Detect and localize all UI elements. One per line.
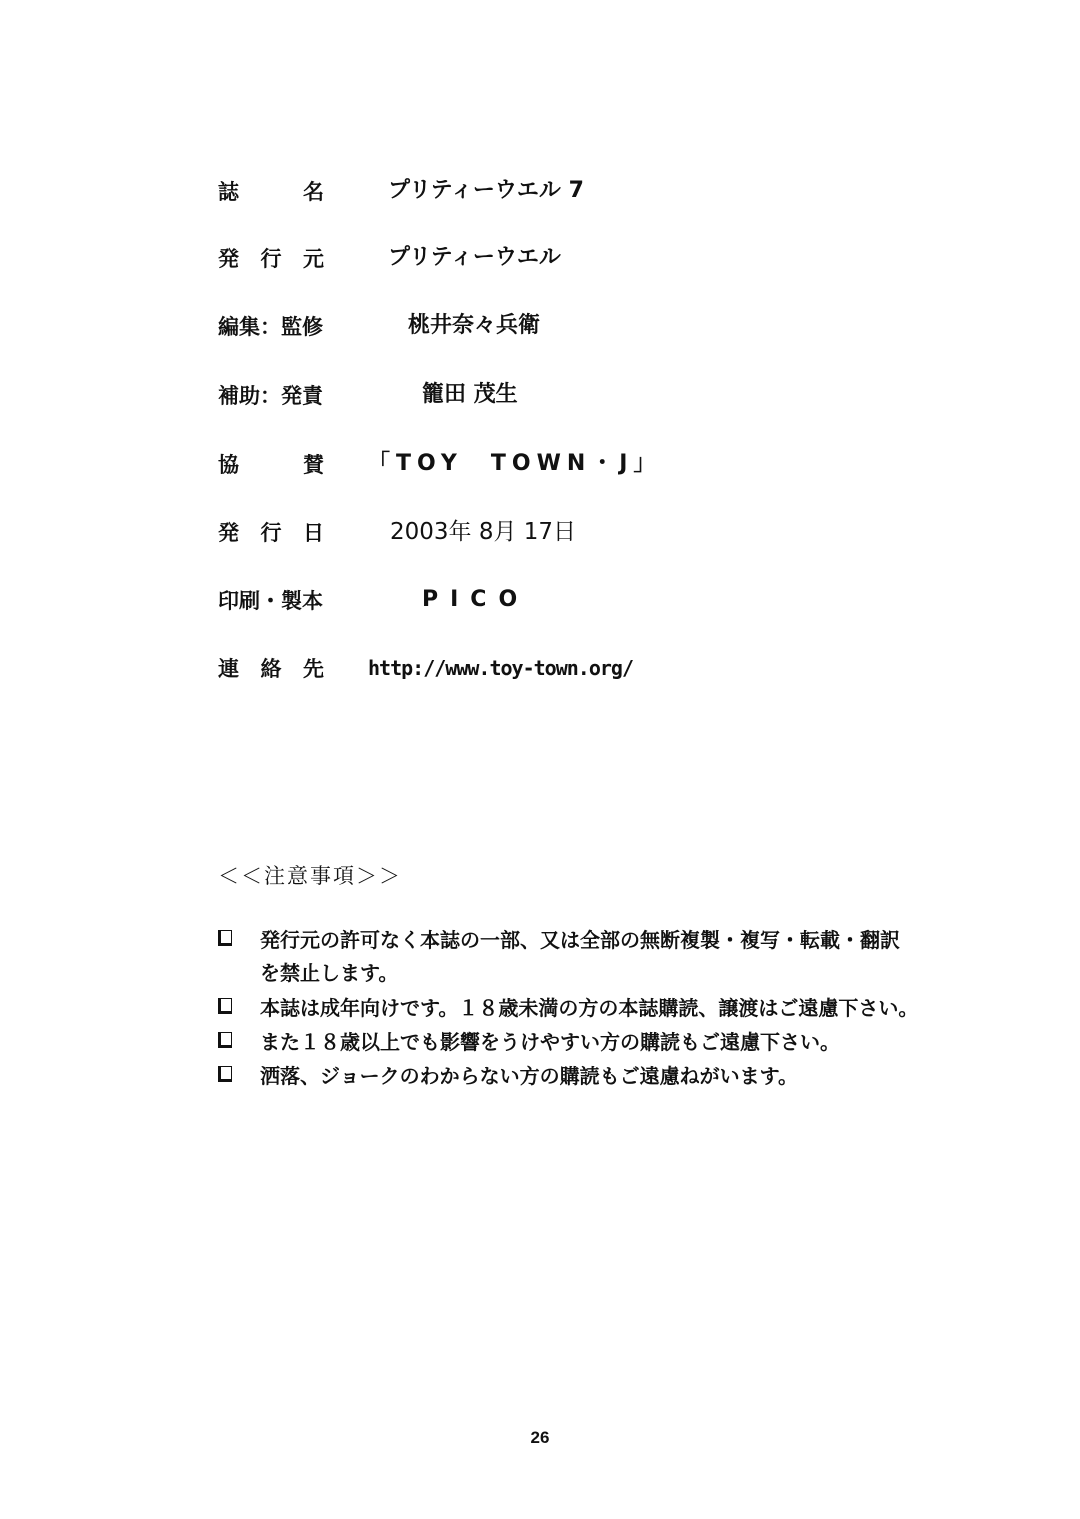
label-char: 賛 <box>303 453 324 477</box>
label-char: 協 <box>218 453 239 477</box>
label-char: 日 <box>303 521 324 545</box>
colophon-row-contact <box>218 648 998 688</box>
label-char: 連 <box>218 657 239 681</box>
checkbox-icon <box>218 998 232 1014</box>
label-char: 元 <box>303 247 324 271</box>
label-char: 行 <box>260 247 282 271</box>
note-text: 発行元の許可なく本誌の一部、又は全部の無断複製・複写・転載・翻訳 を禁止します。 <box>260 928 900 985</box>
value-assistant: 籠田 茂生 <box>422 382 518 407</box>
checkbox-icon <box>218 1066 232 1082</box>
value-editor: 桃井奈々兵衛 <box>408 313 541 338</box>
value-title: プリティーウエル 7 <box>388 178 584 203</box>
colophon-row-title <box>218 171 998 211</box>
note-text: 本誌は成年向けです。１８歳未満の方の本誌購読、譲渡はご遠慮下さい。 <box>260 996 919 1020</box>
value-date: 2003年 8月 17日 <box>390 519 577 545</box>
label-char: 行 <box>260 521 282 545</box>
checkbox-icon <box>218 930 232 946</box>
value-sponsor: 「TOY TOWN・J」 <box>368 451 662 476</box>
label-char: 発 <box>218 521 239 545</box>
label-printer <box>218 580 324 620</box>
label-editor <box>218 306 324 346</box>
colophon-row-date <box>218 512 998 552</box>
label-title <box>218 171 324 211</box>
label-text: 印刷・製本 <box>218 589 323 613</box>
label-char: 先 <box>303 657 324 681</box>
value-printer: PICO <box>422 587 530 612</box>
label-contact <box>218 648 324 688</box>
value-publisher: プリティーウエル <box>388 245 561 270</box>
colophon-row-printer <box>218 580 998 620</box>
label-char: 絡 <box>260 657 282 681</box>
label-sponsor <box>218 444 324 484</box>
colophon <box>0 0 1080 720</box>
colophon-row-assistant <box>218 375 998 415</box>
label-text: 編集：監修 <box>218 315 323 339</box>
label-assistant <box>218 375 324 415</box>
colophon-row-sponsor <box>218 444 998 484</box>
label-char: 名 <box>303 180 324 204</box>
note-text: 洒落、ジョークのわからない方の購読もご遠慮ねがいます。 <box>260 1064 798 1088</box>
note-text: また１８歳以上でも影響をうけやすい方の購読もご遠慮下さい。 <box>260 1030 840 1054</box>
label-publisher <box>218 238 324 278</box>
checkbox-icon <box>218 1032 232 1048</box>
notes-title: ＜＜注意事項＞＞ <box>218 864 402 888</box>
label-char: 誌 <box>218 180 239 204</box>
label-char: 発 <box>218 247 239 271</box>
colophon-row-publisher <box>218 238 998 278</box>
value-contact: http://www.toy-town.org/ <box>368 656 633 680</box>
label-date <box>218 512 324 552</box>
page-number: 26 <box>530 1428 550 1447</box>
label-text: 補助：発責 <box>218 384 323 408</box>
colophon-row-editor <box>218 306 998 346</box>
